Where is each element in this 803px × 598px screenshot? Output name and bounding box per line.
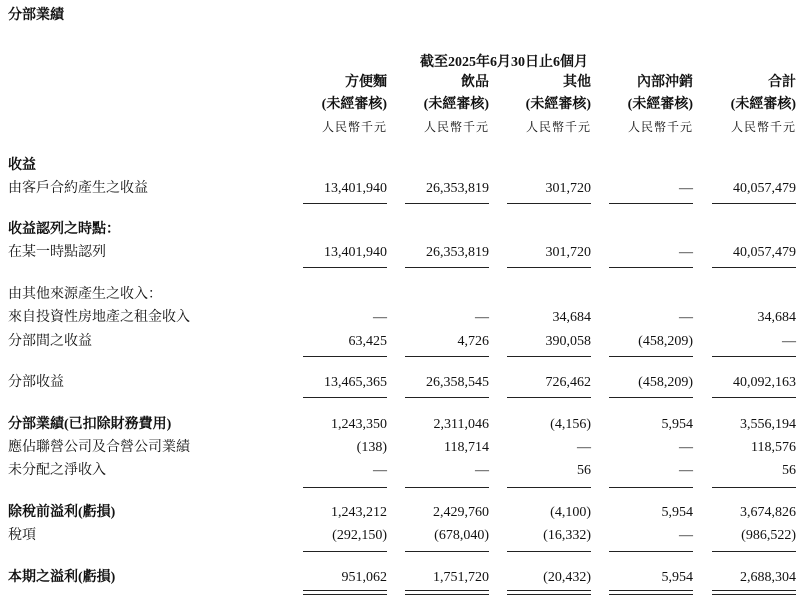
single-rule [712, 267, 796, 268]
cell-value: 13,465,365 [324, 375, 387, 390]
cell-value: 5,954 [661, 505, 693, 520]
cell-value: — [679, 181, 693, 196]
cell-value: — [475, 310, 489, 325]
single-rule [507, 397, 591, 398]
column-unit: 人民幣千元 [730, 120, 796, 134]
cell-value: (4,100) [550, 505, 591, 520]
row-label: 由客戶合約產生之收益 [8, 181, 148, 196]
single-rule [609, 203, 693, 204]
cell-value: 118,714 [444, 440, 489, 455]
row-label: 來自投資性房地產之租金收入 [8, 310, 190, 325]
single-rule [507, 267, 591, 268]
table-row [0, 525, 803, 547]
cell-value: 301,720 [545, 181, 591, 196]
table-row [0, 567, 803, 589]
cell-value: — [373, 463, 387, 478]
table-row [0, 284, 803, 306]
single-rule [405, 397, 489, 398]
single-rule [303, 267, 387, 268]
row-label: 本期之溢利(虧損) [8, 570, 116, 585]
table-row [0, 178, 803, 200]
cell-value: 301,720 [545, 245, 591, 260]
single-rule [712, 551, 796, 552]
cell-value: 1,243,350 [331, 417, 387, 432]
table-row [0, 331, 803, 353]
cell-value: 2,429,760 [433, 505, 489, 520]
cell-value: (678,040) [434, 528, 489, 543]
cell-value: 5,954 [661, 570, 693, 585]
table-row [0, 502, 803, 524]
cell-value: (16,332) [543, 528, 591, 543]
row-label: 稅項 [8, 528, 36, 543]
single-rule [303, 487, 387, 488]
cell-value: — [679, 310, 693, 325]
cell-value: 5,954 [661, 417, 693, 432]
cell-value: 2,311,046 [433, 417, 489, 432]
single-rule [405, 267, 489, 268]
column-unit: 人民幣千元 [321, 120, 387, 134]
column-header [493, 72, 591, 137]
table-row [0, 242, 803, 264]
column-header [391, 72, 489, 137]
cell-value: 13,401,940 [324, 181, 387, 196]
column-audit: (未經審核) [525, 97, 591, 112]
table-row [0, 414, 803, 436]
cell-value: (4,156) [550, 417, 591, 432]
cell-value: — [782, 334, 796, 349]
cell-value: 13,401,940 [324, 245, 387, 260]
row-label: 分部業績(已扣除財務費用) [8, 417, 172, 432]
cell-value: (20,432) [543, 570, 591, 585]
row-label: 收益認列之時點： [8, 222, 120, 237]
cell-value: 390,058 [545, 334, 591, 349]
period-header: 截至2025年6月30日止6個月 [420, 55, 588, 70]
single-rule [609, 487, 693, 488]
cell-value: 56 [782, 463, 796, 478]
single-rule [507, 203, 591, 204]
double-rule [609, 590, 693, 595]
cell-value: 34,684 [757, 310, 796, 325]
table-row [0, 460, 803, 482]
cell-value: — [679, 463, 693, 478]
table-row [0, 155, 803, 177]
column-name: 內部沖銷 [637, 75, 693, 90]
cell-value: — [679, 245, 693, 260]
column-name: 合計 [768, 75, 796, 90]
table-row [0, 437, 803, 459]
single-rule [609, 356, 693, 357]
row-label: 分部收益 [8, 375, 64, 390]
cell-value: 118,576 [751, 440, 796, 455]
double-rule [303, 590, 387, 595]
column-name: 方便麵 [345, 75, 387, 90]
cell-value: — [577, 440, 591, 455]
column-name: 其他 [563, 75, 591, 90]
row-label: 分部間之收益 [8, 334, 92, 349]
cell-value: (986,522) [741, 528, 796, 543]
row-label: 應佔聯營公司及合營公司業績 [8, 440, 190, 455]
single-rule [712, 487, 796, 488]
table-row [0, 372, 803, 394]
single-rule [405, 551, 489, 552]
cell-value: 951,062 [341, 570, 387, 585]
single-rule [712, 203, 796, 204]
single-rule [303, 397, 387, 398]
cell-value: (138) [356, 440, 387, 455]
single-rule [712, 356, 796, 357]
single-rule [303, 356, 387, 357]
cell-value: — [373, 310, 387, 325]
cell-value: 726,462 [545, 375, 591, 390]
row-label: 除稅前溢利(虧損) [8, 505, 116, 520]
cell-value: 1,751,720 [433, 570, 489, 585]
cell-value: 1,243,212 [331, 505, 387, 520]
column-header [595, 72, 693, 137]
column-name: 飲品 [461, 75, 489, 90]
cell-value: 40,057,479 [733, 245, 796, 260]
cell-value: 3,674,826 [740, 505, 796, 520]
cell-value: 40,092,163 [733, 375, 796, 390]
cell-value: 26,358,545 [426, 375, 489, 390]
single-rule [303, 203, 387, 204]
single-rule [405, 487, 489, 488]
row-label: 未分配之淨收入 [8, 463, 106, 478]
single-rule [507, 356, 591, 357]
column-header [289, 72, 387, 137]
cell-value: — [475, 463, 489, 478]
cell-value: 34,684 [552, 310, 591, 325]
single-rule [712, 397, 796, 398]
column-unit: 人民幣千元 [627, 120, 693, 134]
table-row [0, 219, 803, 241]
cell-value: 40,057,479 [733, 181, 796, 196]
cell-value: 2,688,304 [740, 570, 796, 585]
cell-value: (458,209) [638, 334, 693, 349]
column-unit: 人民幣千元 [423, 120, 489, 134]
cell-value: 4,726 [457, 334, 489, 349]
cell-value: 26,353,819 [426, 181, 489, 196]
single-rule [303, 551, 387, 552]
cell-value: (292,150) [332, 528, 387, 543]
single-rule [507, 551, 591, 552]
cell-value: 63,425 [348, 334, 387, 349]
double-rule [405, 590, 489, 595]
table-row [0, 307, 803, 329]
cell-value: 26,353,819 [426, 245, 489, 260]
column-audit: (未經審核) [730, 97, 796, 112]
row-label: 在某一時點認列 [8, 245, 106, 260]
section-title: 分部業績 [8, 8, 64, 23]
double-rule [507, 590, 591, 595]
single-rule [405, 203, 489, 204]
cell-value: 3,556,194 [740, 417, 796, 432]
double-rule [712, 590, 796, 595]
cell-value: 56 [577, 463, 591, 478]
row-label: 由其他來源產生之收入： [8, 287, 162, 302]
column-audit: (未經審核) [321, 97, 387, 112]
column-audit: (未經審核) [423, 97, 489, 112]
single-rule [609, 267, 693, 268]
cell-value: — [679, 440, 693, 455]
cell-value: (458,209) [638, 375, 693, 390]
column-audit: (未經審核) [627, 97, 693, 112]
column-header [698, 72, 796, 137]
row-label: 收益 [8, 158, 36, 173]
column-unit: 人民幣千元 [525, 120, 591, 134]
single-rule [609, 397, 693, 398]
cell-value: — [679, 528, 693, 543]
single-rule [609, 551, 693, 552]
single-rule [507, 487, 591, 488]
single-rule [405, 356, 489, 357]
